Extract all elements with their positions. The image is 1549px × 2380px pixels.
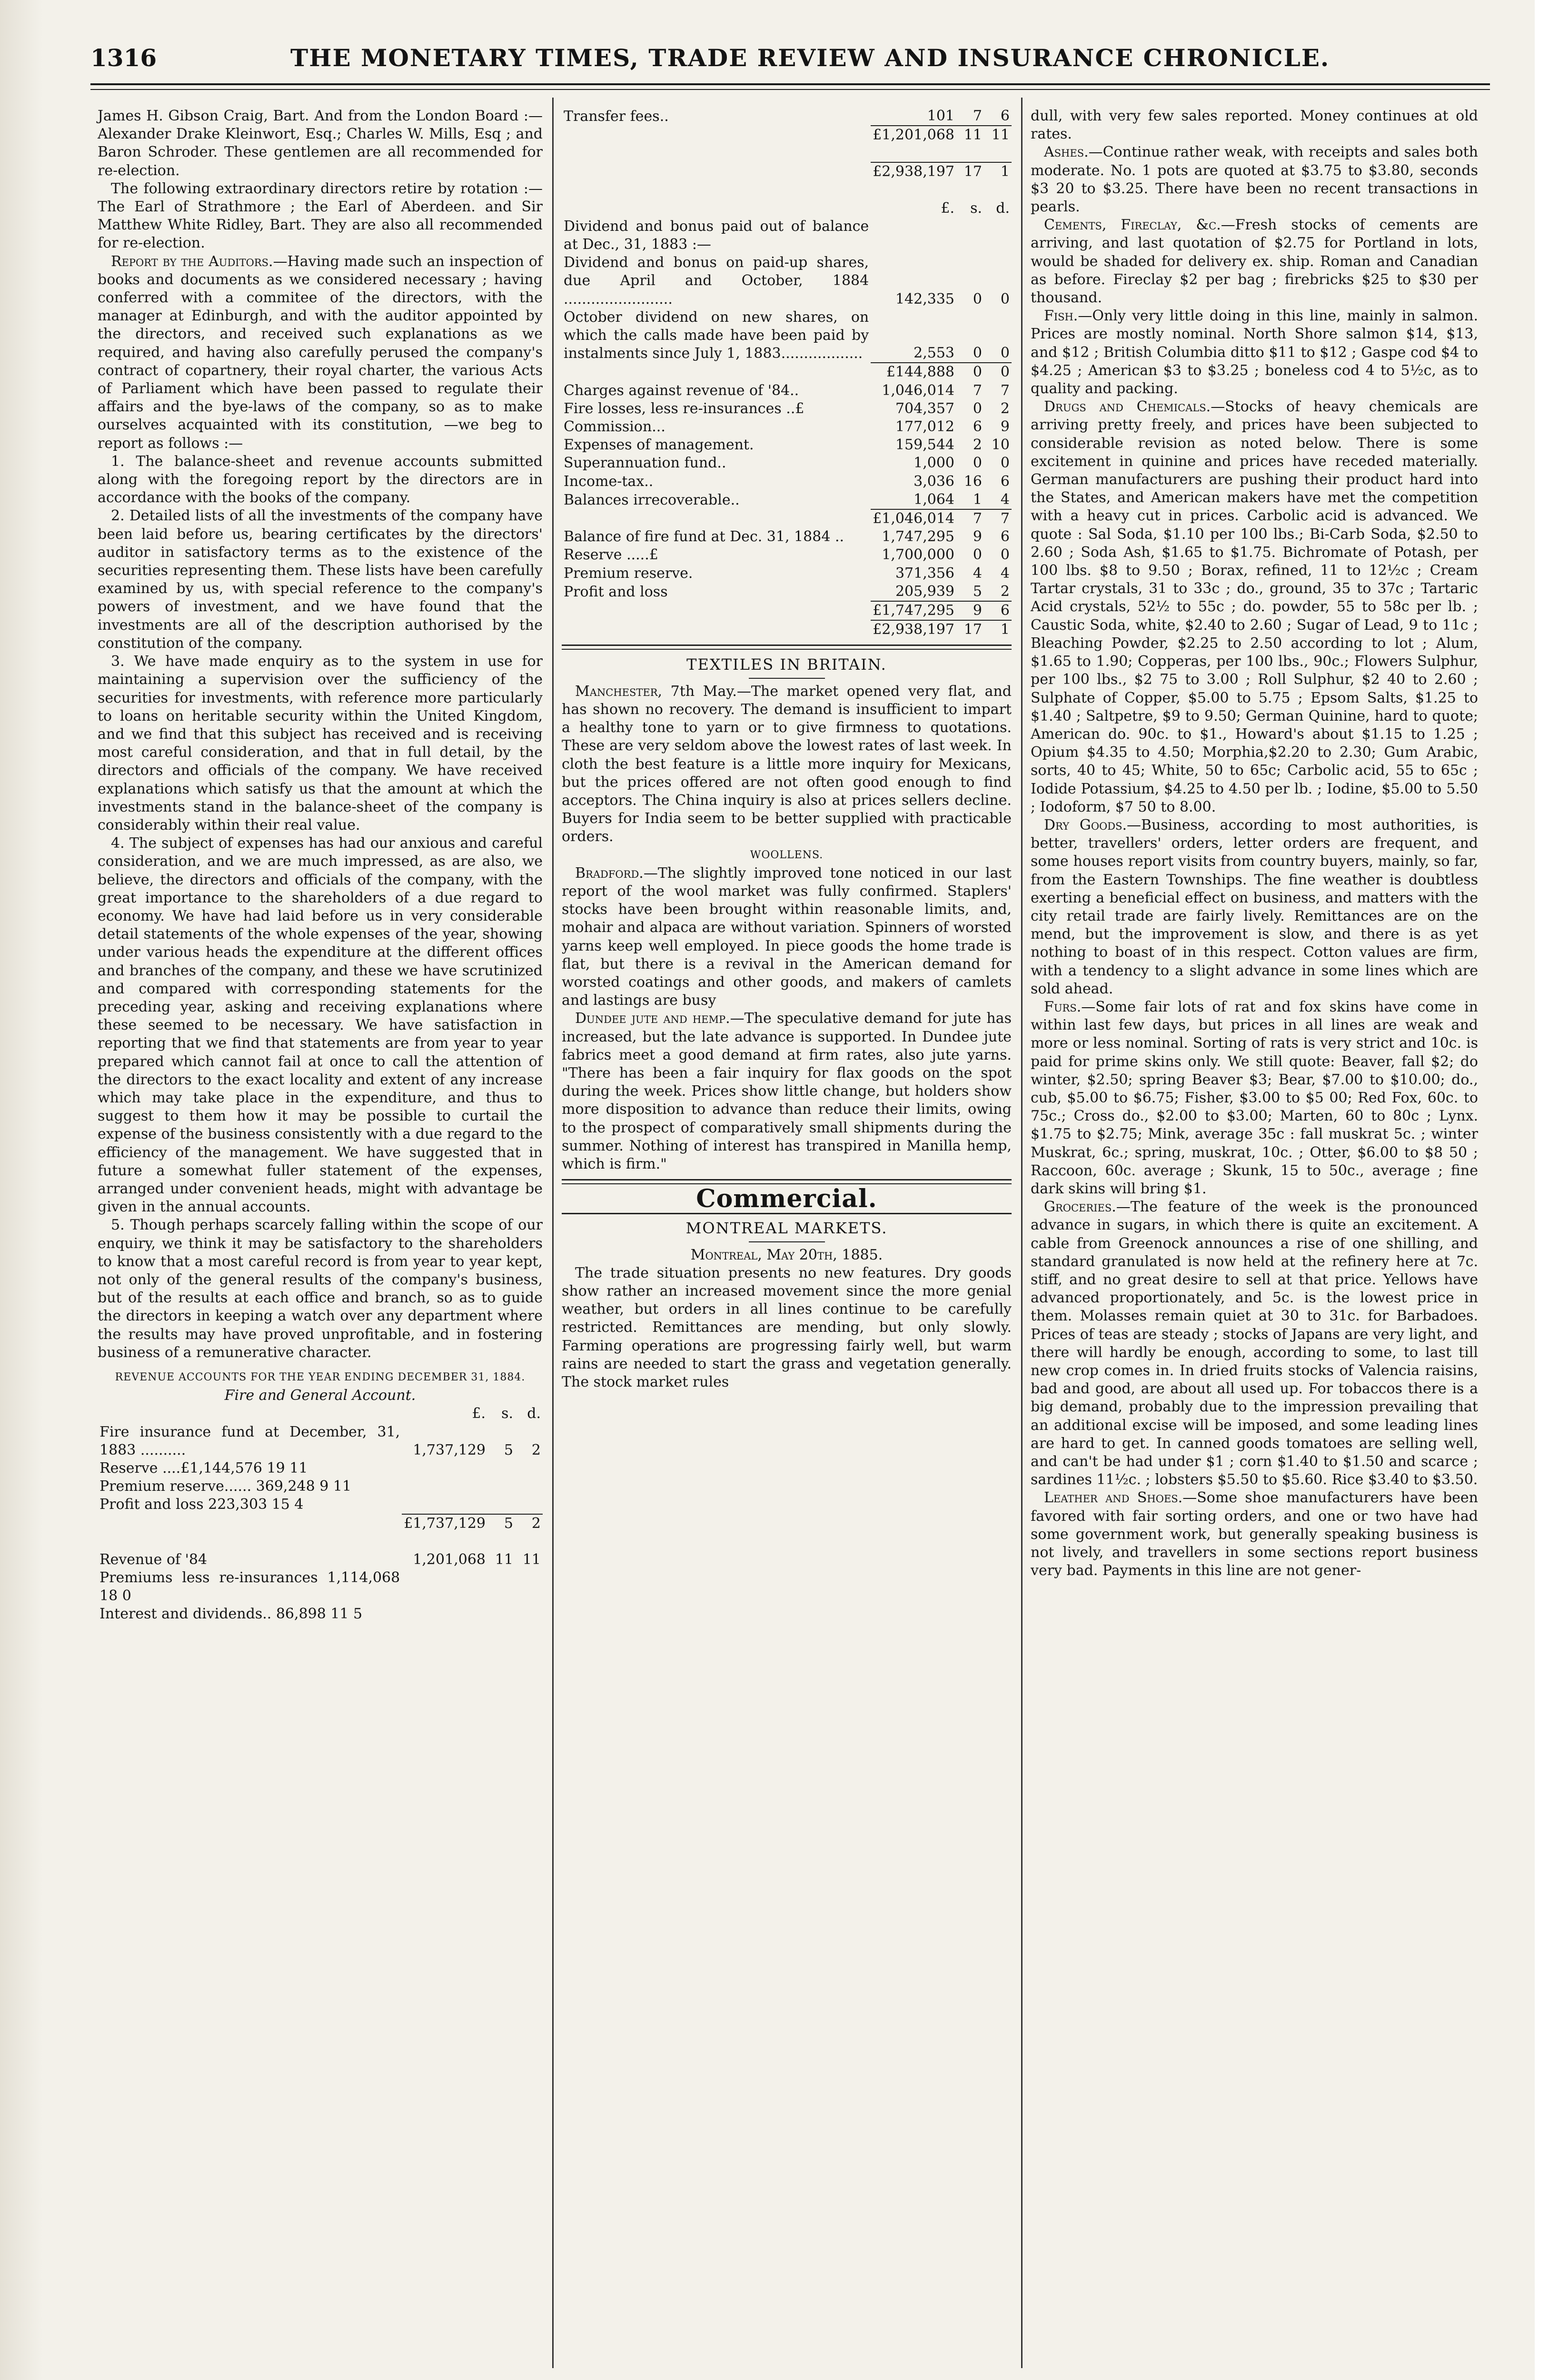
paragraph: Report by the Auditors.—Having made such an inspection of books and documents as we considered necessary ; having conferred with a commitee of the directors, with the manager at Edinburgh, and with the auditor appointed by the directors, and received such explanations as we required, and having also carefully perused the company's contract of copartnery, their royal charter, the various Acts of Parliament which have been passed to regulate their affairs and the bye-laws of the company, so as to make ourselves acquainted with its constitution, —we beg to report as follows :— xyxy=(98,253,543,452)
section-head: Report by the Auditors. xyxy=(111,253,273,270)
paragraph: Groceries.—The feature of the week is the pronounced advance in sugars, in which there is quite an excitement. A cable from Greenock announces a rise of one shilling, and standard granulated is now held at the refinery here at 7c. stiff, and no great desire to sell at that price. Yellows have advanced proportionately, and 5c. is the lowest price in them. Molasses remain quiet at 30 to 31c. for Barbadoes. Prices of teas are steady ; stocks of Japans are very light, and there will hardly be enough, according to some, to last till new crop comes in. In dried fruits stocks of Valencia raisins, bad and good, are about all used up. For tobaccos there is a big demand, probably due to the impression prevailing that an additional excise will be imposed, and some leading lines are hard to get. In canned goods tomatoes are selling well, and can't be had under $1 ; corn $1.40 to $1.50 and scarce ; sardines 11½c. ; lobsters $5.50 to $5.60. Rice $3.40 to $3.50. xyxy=(1031,1199,1478,1488)
short-rule xyxy=(749,1241,825,1242)
table-row: Revenue of '84 1,201,068 11 11 xyxy=(99,1551,541,1568)
table-row: Premiums less re-insurances 1,114,068 18 0 xyxy=(99,1569,400,1605)
paragraph: Drugs and Chemicals.—Stocks of heavy chemicals are arriving pretty freely, and prices have been subjected to considerable revision as noted below. There is some excitement in quinine and prices have receded materially. German manufacturers are pushing their product hard into the States, and American makers have met the competition with a heavy cut in prices. Carbolic acid is advanced. We quote : Sal Soda, $1.10 per 100 lbs.; Bi-Carb Soda, $2.50 to 2.60 ; Soda Ash, $1.65 to $1.75. Bichromate of Potash, per 100 lbs. $8 to 9.50 ; Borax, refined, 11 to 12½c ; Cream Tartar crystals, 31 to 33c ; do., ground, 35 to 37c ; Tartaric Acid crystals, 52½ to 55c ; do. powder, 55 to 58c per lb. ; Caustic Soda, white, $2.40 to 2.60 ; Sugar of Lead, 9 to 11c ; Bleaching Powder, $2.25 to 2.50 according to lot ; Alum, $1.65 to 1.90; Copperas, per 100 lbs., 90c.; Flowers Sulphur, per 100 lbs., $2 75 to 3.00 ; Roll Sulphur, $2 40 to 2.60 ; Sulphate of Copper, $5.00 to 5.75 ; Epsom Salts, $1.25 to $1.40 ; Saltpetre, $9 to 9.50; German Quinine, hard to quote; American do. 90c. to $1., Howard's about $1.15 to 1.25 ; Opium $4.35 to 4.50; Morphia,$2.20 to 2.30; Gum Arabic, sorts, 40 to 45; White, 50 to 65c; Carbolic acid, 55 to 65c ; Iodide Potassium, $4.25 to 4.50 per lb. ; Iodine, $5.00 to 5.50 ; Iodoform, $7 50 to 8.00. xyxy=(1031,398,1478,815)
table-row: Premium reserve...... 369,248 9 11 xyxy=(99,1478,352,1495)
total-row: £1,046,014 7 7 xyxy=(562,509,1012,528)
table-row: Balance of fire fund at Dec. 31, 1884 .. 1,747,295 9 6 xyxy=(564,528,1010,545)
table-row: Expenses of management. 159,544 2 10 xyxy=(564,436,1010,454)
header-rule xyxy=(90,83,1490,85)
paragraph: Ashes.—Continue rather weak, with receipts and sales both moderate. No. 1 pots are quoted at $3.75 to $3.80, seconds $3 20 to $3.25. There have been no recent transactions in pearls. xyxy=(1031,144,1478,216)
paragraph: Furs.—Some fair lots of rat and fox skins have come in within last few days, but prices in all lines are weak and more or less nominal. Sorting of rats is very strict and 10c. is paid for prime skins only. We still quote: Beaver, fall $2; do winter, $2.50; spring Beaver $3; Bear, $7.00 to $10.00; do., cub, $5.00 to $6.75; Fisher, $3.00 to $5 00; Red Fox, 60c. to 75c.; Cross do., $2.00 to $3.00; Marten, 60 to 80c ; Lynx. $1.75 to $2.75; Mink, average 35c : fall muskrat 5c. ; winter Muskrat, 6c.; spring, muskrat, 10c. ; Otter, $6.00 to $8 50 ; Raccoon, 60c. average ; Skunk, 15 to 50c., average ; fine dark skins will bring $1. xyxy=(1031,998,1478,1197)
short-rule xyxy=(749,678,825,679)
table-row: Fire insurance fund at December, 31, 1883 .......... 1,737,129 5 2 xyxy=(99,1423,541,1458)
dateline: Montreal, May 20th, 1885. xyxy=(690,1246,883,1263)
column-3 xyxy=(1031,107,1478,1580)
table-row: Income-tax.. 3,036 16 6 xyxy=(564,473,1010,490)
commercial-heading: Commercial. xyxy=(696,1184,877,1214)
header-rule-thin xyxy=(90,89,1490,90)
table-row: Premium reserve. 371,356 4 4 xyxy=(564,565,1010,582)
account-title: Fire and General Account. xyxy=(224,1387,416,1404)
table-row: Profit and loss 223,303 15 4 xyxy=(99,1496,304,1513)
grand-total-row: £2,938,197 17 1 xyxy=(562,620,1012,639)
section-rule xyxy=(562,645,1012,650)
total-row: £144,888 0 0 xyxy=(562,363,1012,381)
table-row: Reserve ....£1,144,576 19 11 xyxy=(99,1460,308,1477)
paragraph: Cements, Fireclay, &c.—Fresh stocks of cements are arriving, and last quotation of $2.75 for Portland in lots, would be shaded for delivery ex. ship. Roman and Canadian as before. Fireclay $2 per bag ; firebricks $25 to $30 per thousand. xyxy=(1031,217,1479,307)
table-row: Profit and loss 205,939 5 2 xyxy=(564,583,1010,600)
paragraph: dull, with very few sales reported. Money continues at old rates. xyxy=(1031,108,1478,143)
section-title: MONTREAL MARKETS. xyxy=(685,1219,888,1238)
paragraph: 3. We have made enquiry as to the system in use for maintaining a supervision over the sufficiency of the securities for investments, with reference more particularly to loans on heritable security within the United Kingdom, and we find that this subject has received and is receiving most careful consideration, and that in full detail, by the directors and officials of the company. We have received explanations which satisfy us that the amount at which the investments stand in the balance-sheet of the company is considerably within their real value. xyxy=(98,653,543,833)
paragraph: Dry Goods.—Business, according to most authorities, is better, travellers' orders, letter orders are frequent, and some houses report visits from country buyers, mainly, so far, from the Eastern Townships. The fine weather is doubtless exerting a beneficial effect on business, and matters with the city retail trade are fairly lively. Remittances are on the mend, but the improvement is slow, and there is as yet nothing to boast of in this respect. Cotton values are firm, with a tendency to a slight advance in some lines which are sold ahead. xyxy=(1031,816,1479,997)
page-header xyxy=(90,44,1485,87)
column-divider xyxy=(1021,98,1023,2368)
section-rule xyxy=(562,1179,1012,1184)
column-divider xyxy=(552,98,554,2368)
page-binding-edge xyxy=(0,0,43,2380)
section-title: TEXTILES IN BRITAIN. xyxy=(686,655,887,674)
table-row: October dividend on new shares, on which the calls made have been paid by instalments since July 1, 1883.................. 2,553 0 0 xyxy=(564,308,1010,362)
running-title: THE MONETARY TIMES, TRADE REVIEW AND INSURANCE CHRONICLE. xyxy=(290,44,1330,72)
column-2 xyxy=(562,107,1012,1391)
page-right-margin xyxy=(1535,0,1549,2380)
table-row: Dividend and bonus paid out of balance at Dec., 31, 1883 :— xyxy=(564,218,869,253)
table-row: Transfer fees.. 101 7 6 xyxy=(564,108,1010,125)
paragraph: The following extraordinary directors retire by rotation :—The Earl of Strathmore ; the Earl of Aberdeen. and Sir Matthew White Ridley, Bart. They are also all recommended for re-election. xyxy=(98,180,543,252)
table-row: Reserve .....£ 1,700,000 0 0 xyxy=(564,546,1010,564)
total-row: £2,938,197 17 1 xyxy=(562,162,1012,181)
column-1 xyxy=(98,107,543,1624)
paragraph: 2. Detailed lists of all the investments of the company have been laid before us, bearing certificates by the directors' auditor in satisfactory terms as to the existence of the securities representing them. These lists have been carefully examined by us, with special reference to the company's powers of investment, and we have found that the investments are all of the description authorised by the constitution of the company. xyxy=(98,507,543,652)
table-row: Interest and dividends.. 86,898 11 5 xyxy=(99,1606,363,1623)
subsection-title: WOOLLENS. xyxy=(750,849,824,861)
subtotal-row: £1,201,068 11 11 xyxy=(562,126,1012,144)
paragraph: 1. The balance-sheet and revenue accounts submitted along with the foregoing report by the directors are in accordance with the books of the company. xyxy=(98,453,543,506)
paragraph: James H. Gibson Craig, Bart. And from the London Board :—Alexander Drake Kleinwort, Esq.; Charles W. Mills, Esq ; and Baron Schroder. These gentlemen are all recommended for re-election. xyxy=(98,108,543,179)
table-row: Commission... 177,012 6 9 xyxy=(564,418,1010,436)
paragraph: Fish.—Only very little doing in this line, mainly in salmon. Prices are mostly nominal. North Shore salmon $14, $13, and $12 ; British Columbia ditto $11 to $12 ; Gaspe cod $4 to $4.25 ; American $3 to $3.25 ; boneless cod 4 to 5½c, as to quality and packing. xyxy=(1031,307,1478,397)
table-row: Superannuation fund.. 1,000 0 0 xyxy=(564,455,1010,472)
revenue-heading: REVENUE ACCOUNTS FOR THE YEAR ENDING DECEMBER 31, 1884. xyxy=(115,1371,526,1384)
paragraph: 4. The subject of expenses has had our anxious and careful consideration, and we are much impressed, as are also, we believe, the directors and officials of the company, with the great importance to the shareholders of a due regard to economy. We have had laid before us in very considerable detail statements of the whole expenses of the year, showing under various heads the expenditure at the different offices and branches of the company, and these we have scrutinized and compared with corresponding statements for the preceding year, asking and receiving explanations where these seemed to be necessary. We have satisfaction in reporting that we find that statements are from year to year prepared which cannot fail at once to call the attention of the directors to the exact locality and extent of any increase which may take place in the expenditure, and thus to suggest to them how it may be possible to curtail the expense of the business consistently with a due regard to the efficiency of the management. We have suggested that in future a somewhat fuller statement of the expenses, arranged under convenient heads, might with advantage be given in the annual accounts. xyxy=(98,835,543,1216)
table-row: Fire losses, less re-insurances ..£ 704,357 0 2 xyxy=(564,400,1010,417)
paragraph: Bradford.—The slightly improved tone noticed in our last report of the wool market was fully confirmed. Staplers' stocks have been brought within reasonable limits, and, mohair and alpaca are without variation. Spinners of worsted yarns keep well employed. In piece goods the home trade is flat, but there is a revival in the American demand for worsted coatings and other goods, and makers of camlets and lastings are busy xyxy=(562,864,1012,1009)
paragraph: The trade situation presents no new features. Dry goods show rather an increased movement since the more genial weather, but orders in all lines continue to be carefully restricted. Remittances are mending, but only slowly. Farming operations are progressing fairly well, but warm rains are needed to start the grass and vegetation generally. The stock market rules xyxy=(562,1264,1012,1390)
page-number: 1316 xyxy=(90,44,157,72)
paragraph: 5. Though perhaps scarcely falling within the scope of our enquiry, we think it may be satisfactory to the shareholders to know that a most careful record is from year to year kept, not only of the general results of the company's business, but of the results at each office and branch, so as to guide the directors in keeping a watch over any department where the results may have proved unprofitable, and in fostering business of a remunerative character. xyxy=(98,1217,543,1361)
account-continued-table: Transfer fees.. 101 7 6 £1,201,068 11 11 £2,938,197 17 1 £. s. d. Dividend and bonus paid out of balance at Dec., 31, 1883 :— Dividend and bonus on paid-up shares, due April and October, 1884 ........................ 142,335 0 0 October dividend on new shares, on which the calls made have been paid by instalments since July 1, 1883.................. 2,553 0 0 £144,888 0 0 Charges against revenue of '84.. 1,046,014 7 7 Fire losses, less re-insurances ..£ 704,357 0 2 Commission... 177,012 6 9 Expenses of management. 159,544 2 10 Superannuation fund.. 1,000 0 0 Income-tax.. 3,036 16 6 Balances irrecoverable.. 1,064 1 4 £1,046,014 7 7 Balance of fire fund at Dec. 31, 1884 .. 1,747,295 9 6 Reserve .....£ 1,700,000 0 0 Premium reserve. 371,356 4 4 Profit and loss 205,939 5 2 £1,747,295 9 6 £2,938,197 17 1 xyxy=(562,107,1012,639)
total-row: £1,737,129 5 2 xyxy=(98,1514,543,1533)
paragraph: Manchester, 7th May.—The market opened very flat, and has shown no recovery. The demand is insufficient to impart a healthy tone to yarn or to give firmness to quotations. These are very seldom above the lowest rates of last week. In cloth the best feature is a little more inquiry for Mexicans, but the prices offered are not often good enough to find acceptors. The China inquiry is also at prices sellers decline. Buyers for India seem to be better supplied with practicable orders. xyxy=(562,683,1012,845)
paragraph: Dundee jute and hemp.—The speculative demand for jute has increased, but the late advance is supported. In Dundee jute fabrics meet a good demand at firm rates, also jute yarns. "There has been a fair inquiry for flax goods on the spot during the week. Prices show little change, but holders show more disposition to advance than reduce their limits, owing to the prospect of comparatively small shipments during the summer. Nothing of interest has transpired in Manilla hemp, which is firm." xyxy=(562,1010,1012,1172)
table-row: Balances irrecoverable.. 1,064 1 4 xyxy=(564,491,1010,508)
total-row: £1,747,295 9 6 xyxy=(562,601,1012,620)
table-row: Charges against revenue of '84.. 1,046,014 7 7 xyxy=(564,382,1010,399)
table-row: Dividend and bonus on paid-up shares, due April and October, 1884 ........................ 142,335 0 0 xyxy=(564,254,1010,307)
fire-account-table: £. s. d. Fire insurance fund at December, 31, 1883 .......... 1,737,129 5 2 Reserve ....£1,144,576 19 11 Premium reserve...... 369,248 9 11 Profit and loss 223,303 15 4 £1,737,129 5 2 Revenue of '84 1,201,068 11 11 Premiums less re-insurances 1,114,068 18 0 Interest and dividends.. 86,898 11 5 xyxy=(98,1405,543,1623)
paragraph: Leather and Shoes.—Some shoe manufacturers have been favored with fair sorting orders, and one or two have had some government work, but generally speaking business is not lively, and travellers in some sections report business very bad. Payments in this line are not gener- xyxy=(1031,1489,1478,1579)
